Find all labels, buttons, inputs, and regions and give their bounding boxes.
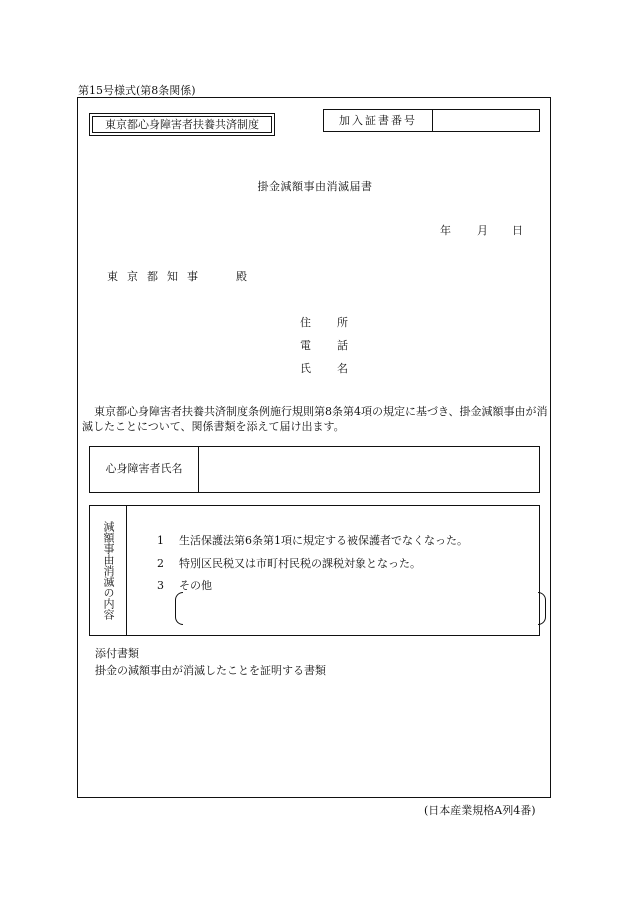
reason-option-number: 2 bbox=[157, 557, 164, 570]
reason-option-text: 生活保護法第6条第1項に規定する被保護者でなくなった。 bbox=[179, 534, 468, 547]
applicant-address-label: 住所 bbox=[300, 316, 374, 329]
document-title: 掛金減額事由消滅届書 bbox=[257, 180, 373, 193]
attachments-text: 掛金の減額事由が消滅したことを証明する書類 bbox=[95, 664, 326, 677]
system-name-box bbox=[89, 113, 275, 136]
disabled-person-name-table bbox=[89, 446, 540, 493]
system-name: 東京都心身障害者扶養共済制度 bbox=[92, 116, 272, 133]
date-year-label: 年 bbox=[440, 224, 451, 237]
reason-option-1[interactable] bbox=[157, 532, 468, 548]
reason-option-text: 特別区民税又は市町村民税の課税対象となった。 bbox=[179, 557, 421, 570]
paper-size-note: (日本産業規格A列4番) bbox=[424, 804, 536, 817]
certificate-number-table bbox=[323, 109, 540, 132]
form-number: 第15号様式(第8条関係) bbox=[78, 84, 196, 97]
disabled-person-name-label: 心身障害者氏名 bbox=[90, 447, 199, 492]
reason-option-3[interactable] bbox=[157, 577, 212, 593]
certificate-number-label: 加入証書番号 bbox=[324, 110, 433, 131]
attachments-title: 添付書類 bbox=[95, 647, 139, 660]
reason-heading-cell bbox=[90, 506, 127, 635]
addressee-honorific: 殿 bbox=[236, 270, 247, 283]
applicant-phone-label: 電話 bbox=[300, 339, 374, 352]
other-reason-field[interactable] bbox=[187, 600, 533, 618]
date-month-label: 月 bbox=[477, 224, 488, 237]
reason-table bbox=[89, 505, 540, 636]
date-day-label: 日 bbox=[512, 224, 523, 237]
addressee-name: 東京都知事 bbox=[107, 270, 207, 283]
right-bracket bbox=[538, 592, 546, 625]
reason-heading: 減額事由消滅の内容 bbox=[102, 521, 115, 620]
reason-option-number: 3 bbox=[157, 579, 164, 592]
reason-option-number: 1 bbox=[157, 534, 164, 547]
left-bracket bbox=[175, 592, 183, 625]
declaration-text: 東京都心身障害者扶養共済制度条例施行規則第8条第4項の規定に基づき、掛金減額事由が消滅したことについて、関係書類を添えて届け出ます。 bbox=[82, 405, 548, 433]
reason-option-text: その他 bbox=[179, 579, 212, 592]
applicant-name-label: 氏名 bbox=[300, 362, 374, 375]
reason-options bbox=[127, 506, 539, 635]
disabled-person-name-field[interactable] bbox=[199, 447, 539, 492]
certificate-number-field[interactable] bbox=[433, 110, 539, 131]
reason-option-2[interactable] bbox=[157, 555, 421, 571]
